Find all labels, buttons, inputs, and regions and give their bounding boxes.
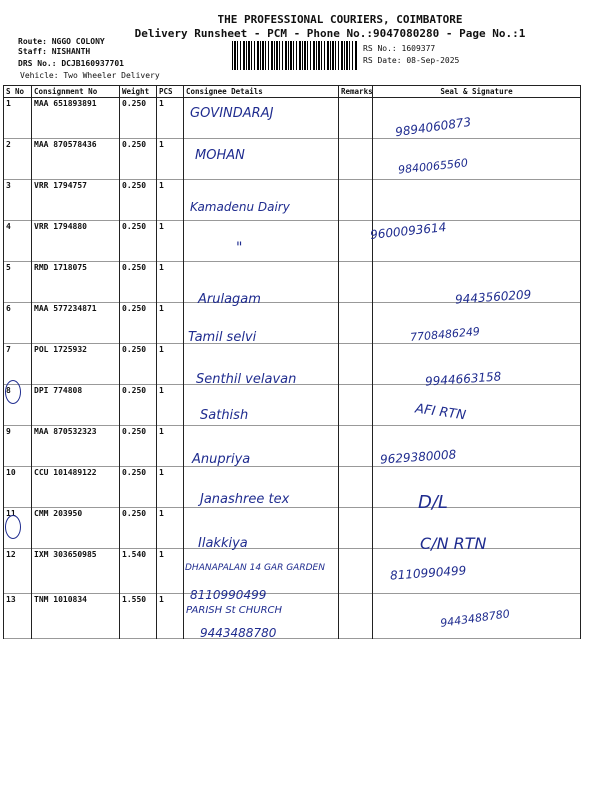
hw-r8-name: Sathish xyxy=(200,408,249,423)
row-remarks xyxy=(339,98,373,139)
table-row xyxy=(4,467,581,508)
hw-r1-name: GOVINDARAJ xyxy=(190,106,274,121)
hw-r6-sig: 7708486249 xyxy=(409,324,481,345)
row-remarks xyxy=(339,467,373,508)
hw-r1-sig: 9894060873 xyxy=(394,114,472,140)
row-pcs: 1 xyxy=(157,139,184,180)
row-pcs: 1 xyxy=(157,594,184,639)
row-consignment: POL 1725932 xyxy=(32,344,120,385)
row-sno: 5 xyxy=(4,262,32,303)
row-weight: 0.250 xyxy=(120,426,157,467)
hw-r12-phone: 8110990499 xyxy=(190,588,267,602)
col-remarks: Remarks xyxy=(339,86,373,98)
row-weight: 0.250 xyxy=(120,180,157,221)
row-sno: 4 xyxy=(4,221,32,262)
row-pcs: 1 xyxy=(157,98,184,139)
row-remarks xyxy=(339,344,373,385)
hw-r11-name: Ilakkiya xyxy=(198,536,248,551)
route-label: Route: NGGO COLONY xyxy=(18,37,105,46)
hw-r13-sig: 9443488780 xyxy=(439,607,511,630)
row-weight: 0.250 xyxy=(120,221,157,262)
row-remarks xyxy=(339,426,373,467)
hw-r9-sig: 9629380008 xyxy=(379,447,457,467)
company-title: THE PROFESSIONAL COURIERS, COIMBATORE xyxy=(217,13,463,26)
row-remarks xyxy=(339,221,373,262)
row-consignment: MAA 870532323 xyxy=(32,426,120,467)
row-sno: 11 xyxy=(4,508,32,549)
hw-r5-name: Arulagam xyxy=(198,292,261,307)
row-pcs: 1 xyxy=(157,508,184,549)
row-sno: 9 xyxy=(4,426,32,467)
row-pcs: 1 xyxy=(157,180,184,221)
table-row xyxy=(4,303,581,344)
row-consignment: VRR 1794757 xyxy=(32,180,120,221)
hw-r9-name: Anupriya xyxy=(192,452,251,467)
row-sno: 12 xyxy=(4,549,32,594)
row-pcs: 1 xyxy=(157,467,184,508)
row-signature xyxy=(373,467,581,508)
row-remarks xyxy=(339,180,373,221)
hw-r4-name: " xyxy=(236,240,243,256)
row-consignment: VRR 1794880 xyxy=(32,221,120,262)
table-row xyxy=(4,139,581,180)
row-weight: 0.250 xyxy=(120,385,157,426)
hw-r11-sig: C/N RTN xyxy=(420,534,487,553)
hw-r10-name: Janashree tex xyxy=(200,492,290,507)
row-remarks xyxy=(339,262,373,303)
row-weight: 0.250 xyxy=(120,139,157,180)
row-consignment: TNM 1010834 xyxy=(32,594,120,639)
runsheet-title: Delivery Runsheet - PCM - Phone No.:9047080280 - Page No.:1 xyxy=(134,27,526,40)
row-consignment: CMM 203950 xyxy=(32,508,120,549)
table-row xyxy=(4,180,581,221)
runsheet-table xyxy=(3,85,581,639)
row-consignment: MAA 577234871 xyxy=(32,303,120,344)
hw-r6-name: Tamil selvi xyxy=(188,330,257,345)
hw-r2-name: MOHAN xyxy=(195,148,245,163)
row-pcs: 1 xyxy=(157,426,184,467)
row-weight: 1.550 xyxy=(120,594,157,639)
row-remarks xyxy=(339,508,373,549)
row-pcs: 1 xyxy=(157,221,184,262)
row-pcs: 1 xyxy=(157,549,184,594)
row-weight: 0.250 xyxy=(120,344,157,385)
row-remarks xyxy=(339,594,373,639)
row-consignee xyxy=(184,221,339,262)
row-sno: 3 xyxy=(4,180,32,221)
row-sno: 6 xyxy=(4,303,32,344)
row-sno: 1 xyxy=(4,98,32,139)
row-consignment: DPI 774808 xyxy=(32,385,120,426)
table-row xyxy=(4,508,581,549)
col-consignee: Consignee Details xyxy=(184,86,339,98)
hw-r2-sig: 9840065560 xyxy=(397,156,469,177)
pen-circle-mark xyxy=(5,515,21,539)
table-row xyxy=(4,221,581,262)
pen-circle-mark xyxy=(5,380,21,404)
row-consignment: CCU 101489122 xyxy=(32,467,120,508)
hw-r5-sig: 9443560209 xyxy=(454,287,532,307)
vehicle-label: Vehicle: Two Wheeler Delivery xyxy=(20,71,160,80)
staff-label: Staff: NISHANTH xyxy=(18,47,91,56)
row-sno: 2 xyxy=(4,139,32,180)
row-signature xyxy=(373,385,581,426)
row-consignment: MAA 651893891 xyxy=(32,98,120,139)
hw-r8-sig: AFI RTN xyxy=(414,401,467,424)
col-consignment: Consignment No xyxy=(32,86,120,98)
row-pcs: 1 xyxy=(157,262,184,303)
row-sno: 13 xyxy=(4,594,32,639)
col-pcs: PCS xyxy=(157,86,184,98)
table-row xyxy=(4,426,581,467)
col-signature: Seal & Signature xyxy=(373,86,581,98)
row-sno: 8 xyxy=(4,385,32,426)
hw-r7-sig: 9944663158 xyxy=(424,369,502,389)
barcode xyxy=(232,41,357,70)
row-weight: 1.540 xyxy=(120,549,157,594)
row-signature xyxy=(373,180,581,221)
row-remarks xyxy=(339,139,373,180)
row-sno: 7 xyxy=(4,344,32,385)
hw-r12-name: DHANAPALAN 14 GAR GARDEN xyxy=(185,563,325,573)
row-sno: 10 xyxy=(4,467,32,508)
table-row xyxy=(4,385,581,426)
row-weight: 0.250 xyxy=(120,508,157,549)
row-weight: 0.250 xyxy=(120,303,157,344)
col-sno: S No xyxy=(4,86,32,98)
hw-r7-name: Senthil velavan xyxy=(196,372,297,387)
row-weight: 0.250 xyxy=(120,262,157,303)
row-weight: 0.250 xyxy=(120,98,157,139)
hw-r4-sig: 9600093614 xyxy=(369,220,447,242)
hw-r12-sig: 8110990499 xyxy=(389,563,467,583)
drs-number: DRS No.: DCJB160937701 xyxy=(18,59,124,68)
row-remarks xyxy=(339,385,373,426)
table-row xyxy=(4,98,581,139)
row-weight: 0.250 xyxy=(120,467,157,508)
row-consignment: MAA 870578436 xyxy=(32,139,120,180)
rs-date: RS Date: 08-Sep-2025 xyxy=(363,56,460,65)
hw-r13-phone: 9443488780 xyxy=(200,626,277,640)
hw-r10-sig: D/L xyxy=(418,492,448,513)
col-weight: Weight xyxy=(120,86,157,98)
row-remarks xyxy=(339,549,373,594)
table-header xyxy=(4,86,581,98)
row-pcs: 1 xyxy=(157,303,184,344)
row-pcs: 1 xyxy=(157,385,184,426)
row-pcs: 1 xyxy=(157,344,184,385)
row-remarks xyxy=(339,303,373,344)
rs-number: RS No.: 1609377 xyxy=(363,44,436,53)
hw-r13-name: PARISH St CHURCH xyxy=(186,605,283,616)
row-consignment: IXM 303650985 xyxy=(32,549,120,594)
hw-r3-name: Kamadenu Dairy xyxy=(190,200,290,214)
row-consignment: RMD 1718075 xyxy=(32,262,120,303)
